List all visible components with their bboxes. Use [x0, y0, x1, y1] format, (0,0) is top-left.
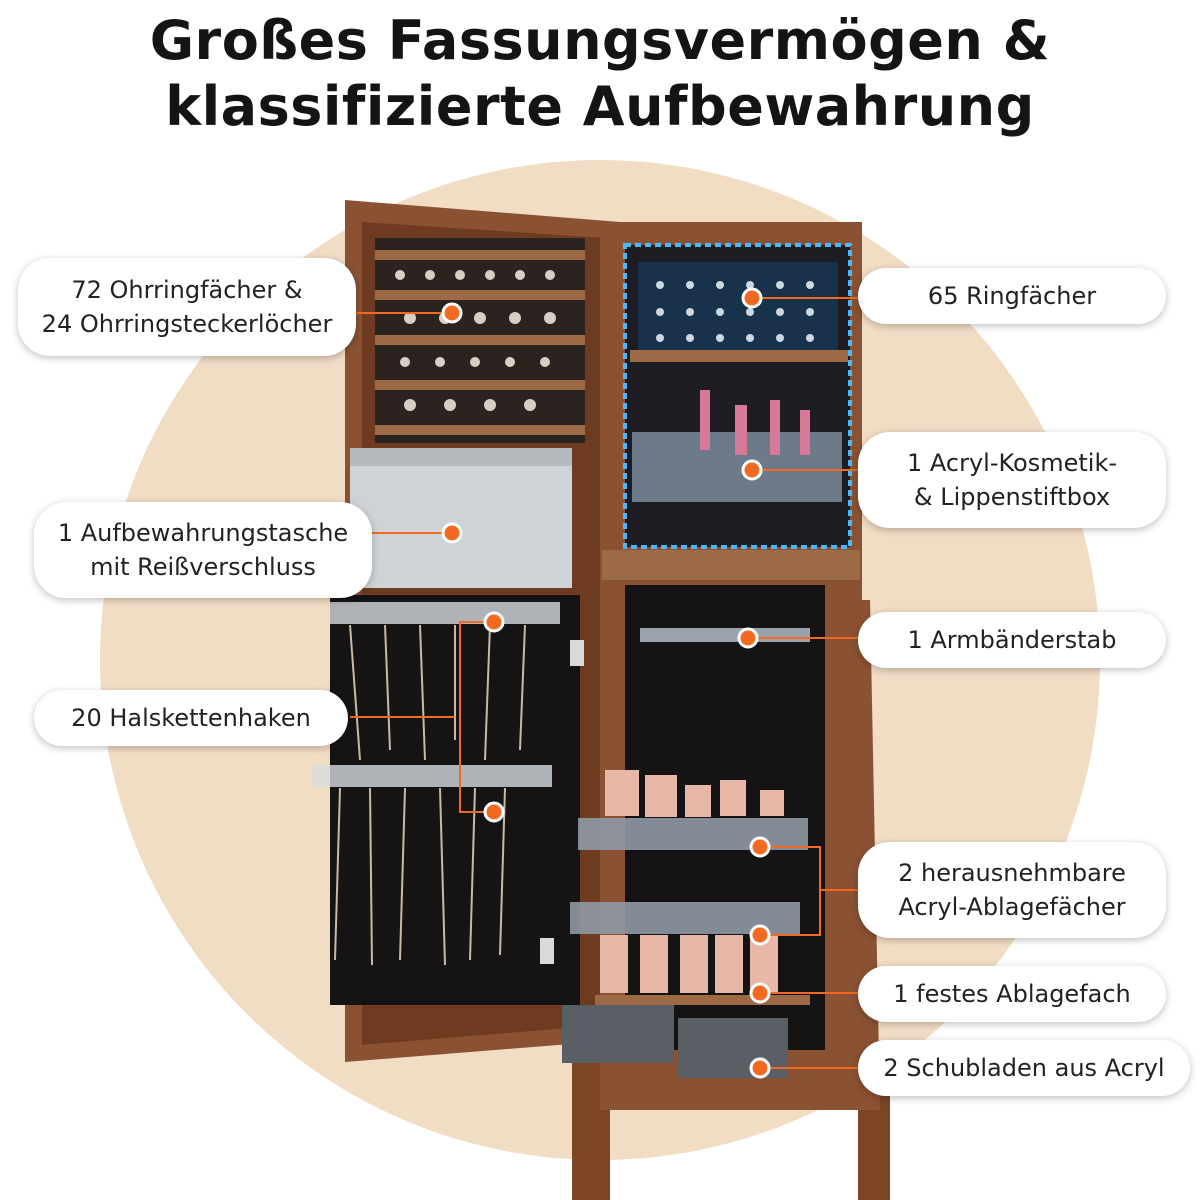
label-bracelet-rod-line1: 1 Armbänderstab: [907, 626, 1117, 654]
label-drawers-line1: 2 Schubladen aus Acryl: [883, 1054, 1165, 1082]
marker-fixed-shelf: [751, 984, 769, 1002]
page-title: [0, 8, 1200, 140]
marker-earrings: [443, 304, 461, 322]
label-shelves-removable-line2: Acryl-Ablagefächer: [898, 893, 1126, 921]
marker-shelf-upper: [751, 838, 769, 856]
label-zip-bag-line1: 1 Aufbewahrungstasche: [57, 519, 349, 547]
label-shelf-fixed: [858, 966, 1166, 1022]
label-zip-bag-line2: mit Reißverschluss: [90, 553, 316, 581]
marker-rings: [743, 289, 761, 307]
label-cosmetic-box: [858, 432, 1166, 528]
label-shelves-removable-line1: 2 herausnehmbare: [898, 859, 1126, 887]
label-bracelet-rod: [858, 612, 1166, 668]
marker-zip-bag: [443, 524, 461, 542]
label-necklace-hooks: [34, 690, 348, 746]
label-zip-bag: [34, 502, 372, 598]
label-drawers: [858, 1040, 1190, 1096]
label-earrings-line2: 24 Ohrringsteckerlöcher: [41, 310, 333, 338]
label-necklace-hooks-line1: 20 Halskettenhaken: [71, 704, 311, 732]
label-cosmetic-box-line1: 1 Acryl-Kosmetik-: [907, 449, 1117, 477]
marker-necklace-bottom: [485, 803, 503, 821]
marker-bracelet-rod: [739, 629, 757, 647]
label-shelves-removable: [858, 842, 1166, 938]
cabinet-body: [562, 222, 862, 1110]
label-earrings-line1: 72 Ohrringfächer &: [71, 276, 303, 304]
title-line-2: klassifizierte Aufbewahrung: [165, 75, 1035, 138]
label-rings-line1: 65 Ringfächer: [927, 282, 1097, 310]
title-line-1: Großes Fassungsvermögen &: [149, 9, 1051, 72]
label-shelf-fixed-line1: 1 festes Ablagefach: [893, 980, 1131, 1008]
label-rings: [858, 268, 1166, 324]
marker-shelf-lower: [751, 926, 769, 944]
label-cosmetic-box-line2: & Lippenstiftbox: [913, 483, 1111, 511]
label-earrings: [18, 258, 356, 356]
marker-necklace-top: [485, 613, 503, 631]
marker-cosmetic-box: [743, 461, 761, 479]
marker-drawers: [751, 1059, 769, 1077]
